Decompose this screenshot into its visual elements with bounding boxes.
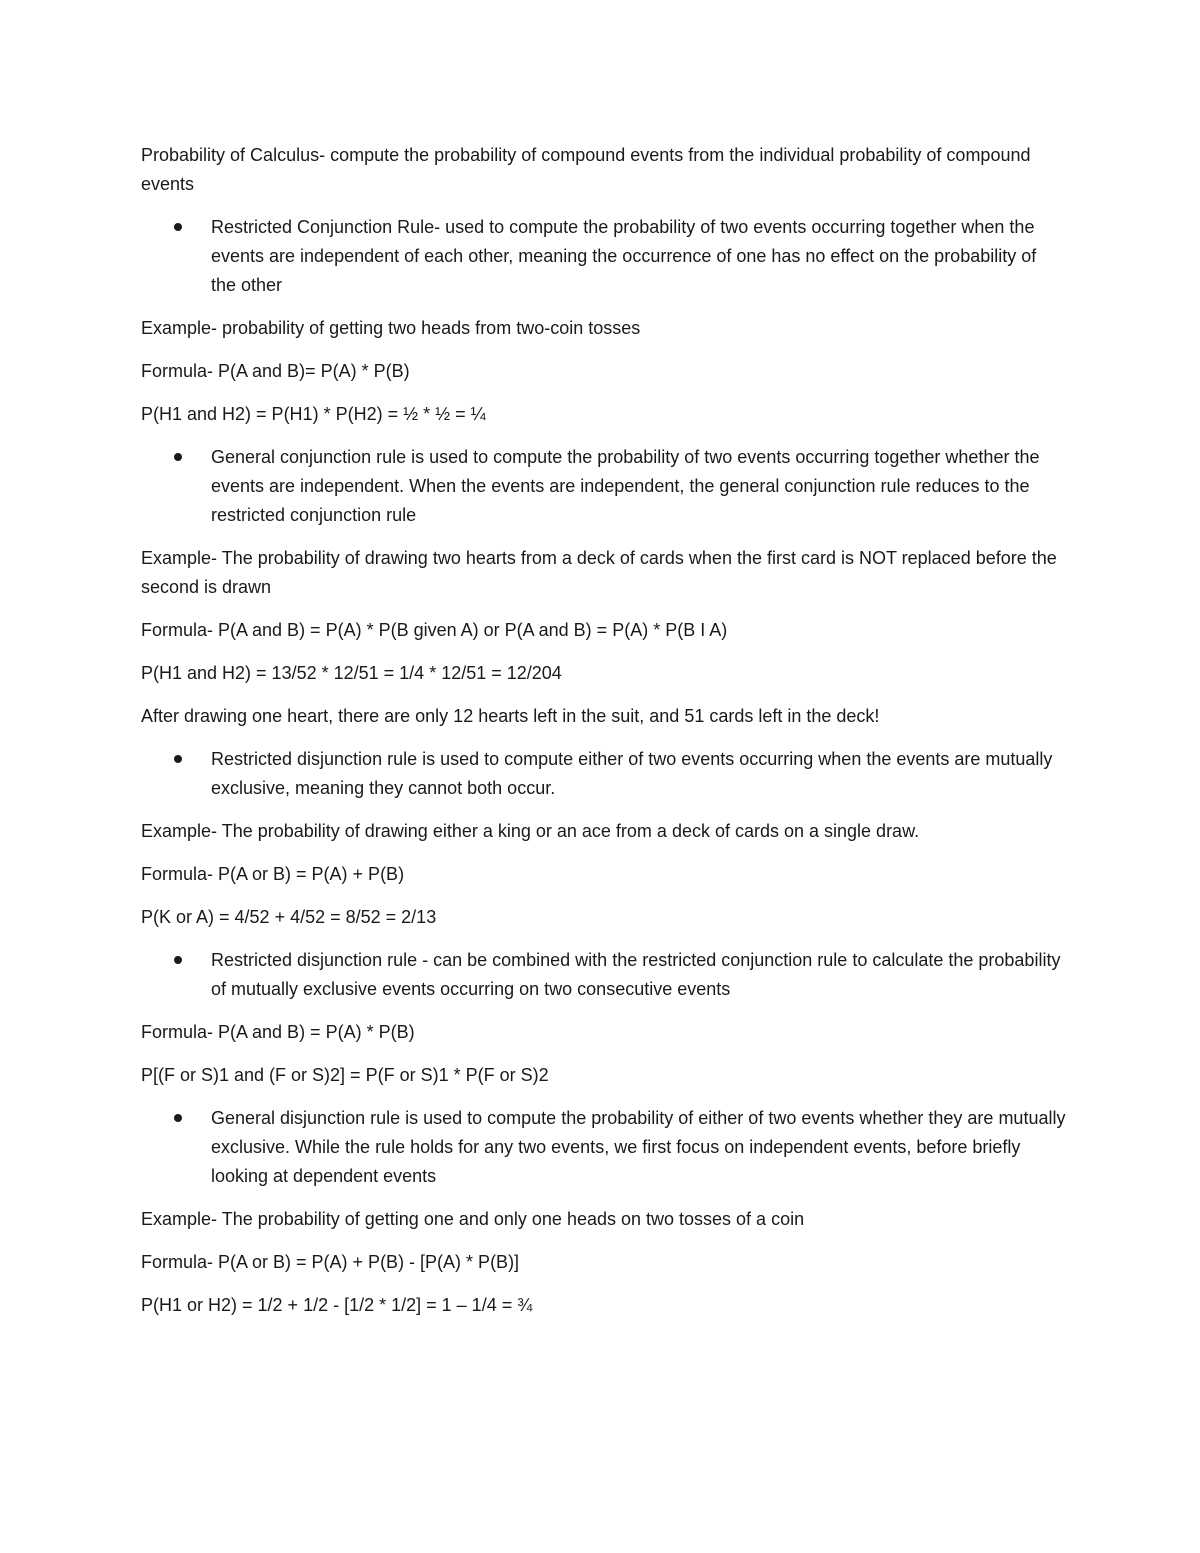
bullet-text: Restricted disjunction rule - can be combined with the restricted conjunction rule to calculate the probability of mutually exclusive events occurring on two consecutive events (211, 950, 1061, 999)
bullet-dot-icon (174, 956, 182, 964)
formula-paragraph: Formula- P(A and B) = P(A) * P(B) (141, 1022, 415, 1042)
bullet-item-restricted-conjunction (141, 213, 1066, 300)
example-paragraph: Example- probability of getting two heads from two-coin tosses (141, 318, 641, 338)
formula-paragraph: Formula- P(A or B) = P(A) + P(B) (141, 864, 405, 884)
bullet-text: General disjunction rule is used to compute the probability of either of two events whether they are mutually exclusive. While the rule holds for any two events, we first focus on independent events, before briefly looking at dependent events (211, 1108, 1066, 1186)
calculation-paragraph: P[(F or S)1 and (F or S)2] = P(F or S)1 * P(F or S)2 (141, 1065, 549, 1085)
bullet-item-general-conjunction (141, 443, 1066, 530)
bullet-dot-icon (174, 453, 182, 461)
example-paragraph: Example- The probability of getting one and only one heads on two tosses of a coin (141, 1209, 805, 1229)
bullet-text: Restricted disjunction rule is used to compute either of two events occurring when the events are mutually exclusive, meaning they cannot both occur. (211, 749, 1053, 798)
formula-paragraph: Formula- P(A or B) = P(A) + P(B) - [P(A) * P(B)] (141, 1252, 520, 1272)
note-paragraph: After drawing one heart, there are only 12 hearts left in the suit, and 51 cards left in the deck! (141, 706, 880, 726)
calculation-paragraph: P(H1 and H2) = P(H1) * P(H2) = ½ * ½ = ¼ (141, 404, 486, 424)
document-body (141, 141, 1066, 1334)
calculation-paragraph: P(K or A) = 4/52 + 4/52 = 8/52 = 2/13 (141, 907, 437, 927)
bullet-text: Restricted Conjunction Rule- used to compute the probability of two events occurring together when the events are independent of each other, meaning the occurrence of one has no effect on the probability of the other (211, 217, 1037, 295)
calculation-paragraph: P(H1 or H2) = 1/2 + 1/2 - [1/2 * 1/2] = 1 – 1/4 = ¾ (141, 1295, 533, 1315)
example-paragraph: Example- The probability of drawing either a king or an ace from a deck of cards on a single draw. (141, 821, 920, 841)
bullet-item-restricted-disjunction (141, 745, 1066, 803)
bullet-text: General conjunction rule is used to compute the probability of two events occurring together whether the events are independent. When the events are independent, the general conjunction rule reduces to the restricted conjunction rule (211, 447, 1040, 525)
formula-paragraph: Formula- P(A and B) = P(A) * P(B given A) or P(A and B) = P(A) * P(B I A) (141, 620, 728, 640)
formula-paragraph: Formula- P(A and B)= P(A) * P(B) (141, 361, 410, 381)
bullet-dot-icon (174, 223, 182, 231)
bullet-dot-icon (174, 1114, 182, 1122)
calculation-paragraph: P(H1 and H2) = 13/52 * 12/51 = 1/4 * 12/51 = 12/204 (141, 663, 562, 683)
bullet-item-restricted-disjunction-combined (141, 946, 1066, 1004)
bullet-item-general-disjunction (141, 1104, 1066, 1191)
bullet-dot-icon (174, 755, 182, 763)
example-paragraph: Example- The probability of drawing two hearts from a deck of cards when the first card is NOT replaced before the second is drawn (141, 548, 1057, 597)
intro-paragraph: Probability of Calculus- compute the probability of compound events from the individual probability of compound events (141, 145, 1031, 194)
